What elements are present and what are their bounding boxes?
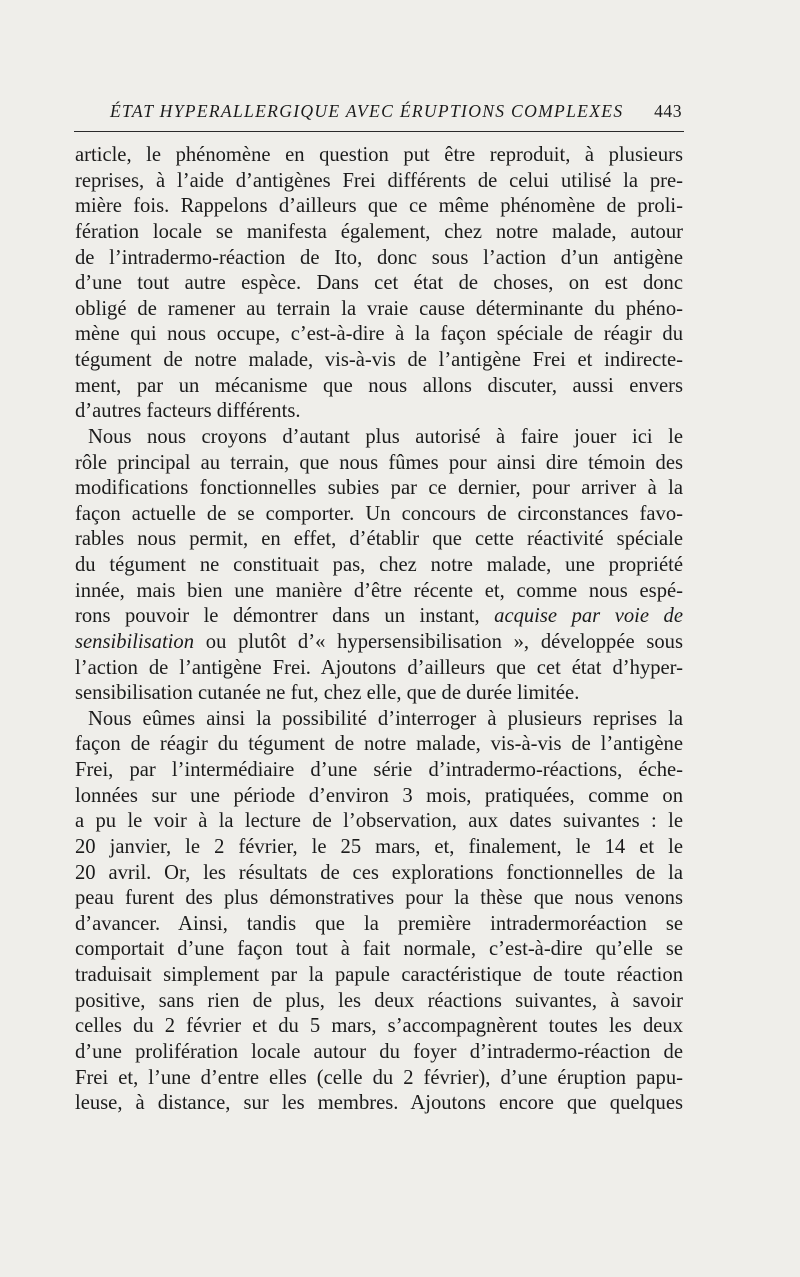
text-line: ment, par un mécanisme que nous allons discuter, aussi envers — [75, 374, 683, 397]
text-segment: rons pouvoir le démontrer dans un instant, — [75, 605, 480, 628]
running-head — [72, 98, 684, 124]
text-line: fération locale se manifesta également, chez notre malade, autour — [75, 220, 683, 243]
text-line: d’autres facteurs différents. — [75, 400, 301, 423]
text-line: modifications fonctionnelles subies par ce dernier, pour arriver à la — [75, 477, 683, 500]
text-line: sensibilisation cutanée ne fut, chez elle, que de durée limitée. — [75, 682, 580, 705]
text-line: de l’intradermo-réaction de Ito, donc sous l’action d’un antigène — [75, 246, 683, 269]
text-line: l’action de l’antigène Frei. Ajoutons d’ailleurs que cet état d’hyper- — [75, 656, 683, 679]
header-rule — [74, 131, 684, 132]
italic-phrase: acquise par voie de — [494, 605, 683, 628]
text-line: rables nous permit, en effet, d’établir que cette réactivité spéciale — [75, 528, 683, 551]
paragraph — [75, 707, 683, 1117]
text-line: a pu le voir à la lecture de l’observation, aux dates suivantes : le — [75, 810, 683, 833]
text-line: du tégument ne constituait pas, chez notre malade, une propriété — [75, 554, 683, 576]
text-line: Frei et, l’une d’entre elles (celle du 2 février), d’une éruption papu- — [75, 1066, 683, 1089]
text-line: d’une prolifération locale autour du foyer d’intradermo-réaction de — [75, 1040, 683, 1063]
paragraph — [75, 425, 683, 707]
text-line: celles du 2 février et du 5 mars, s’accompagnèrent toutes les deux — [75, 1015, 683, 1038]
text-line: rôle principal au terrain, que nous fûmes pour ainsi dire témoin des — [75, 451, 683, 474]
text-line: leuse, à distance, sur les membres. Ajoutons encore que quelques — [75, 1092, 683, 1115]
paragraph — [75, 143, 683, 425]
text-line: lonnées sur une période d’environ 3 mois, pratiquées, comme on — [75, 784, 683, 807]
text-line: Frei, par l’intermédiaire d’une série d’intradermo-réactions, éche- — [75, 759, 683, 781]
text-line: innée, mais bien une manière d’être récente et, comme nous espé- — [75, 579, 683, 602]
text-line: mière fois. Rappelons d’ailleurs que ce même phénomène de proli- — [75, 195, 683, 218]
text-line: reprises, à l’aide d’antigènes Frei différents de celui utilisé la pre- — [75, 169, 683, 192]
text-line: d’avancer. Ainsi, tandis que la première intradermoréaction se — [75, 912, 683, 935]
text-line: Nous nous croyons d’autant plus autorisé à faire jouer ici le — [88, 425, 683, 448]
text-line: 20 avril. Or, les résultats de ces explorations fonctionnelles de la — [75, 861, 683, 884]
text-line — [75, 630, 683, 656]
text-line: comportait d’une façon tout à fait normale, c’est-à-dire qu’elle se — [75, 938, 683, 961]
text-line: tégument de notre malade, vis-à-vis de l’antigène Frei et indirecte- — [75, 349, 683, 371]
text-line: traduisait simplement par la papule caractéristique de toute réaction — [75, 964, 683, 986]
text-line: Nous eûmes ainsi la possibilité d’interroger à plusieurs reprises la — [88, 707, 683, 730]
body-text — [75, 143, 683, 1117]
text-line: façon de réagir du tégument de notre malade, vis-à-vis de l’antigène — [75, 733, 683, 756]
text-line: peau furent des plus démonstratives pour la thèse que nous venons — [75, 887, 683, 910]
text-line: mène qui nous occupe, c’est-à-dire à la façon spéciale de réagir du — [75, 323, 683, 346]
running-title: ÉTAT HYPERALLERGIQUE AVEC ÉRUPTIONS COMPLEXES — [110, 101, 624, 121]
text-line — [75, 604, 683, 630]
page-number: 443 — [654, 101, 682, 121]
text-segment: ou plutôt d’« hypersensibilisation », développée sous — [205, 630, 683, 653]
text-line: obligé de ramener au terrain la vraie cause déterminante du phéno- — [75, 297, 683, 320]
text-line: façon actuelle de se comporter. Un concours de circonstances favo- — [75, 502, 683, 525]
text-line: 20 janvier, le 2 février, le 25 mars, et, finalement, le 14 et le — [75, 835, 683, 858]
text-line: article, le phénomène en question put être reproduit, à plusieurs — [75, 144, 683, 166]
text-line: positive, sans rien de plus, les deux réactions suivantes, à savoir — [75, 989, 683, 1012]
text-line: d’une tout autre espèce. Dans cet état de choses, on est donc — [75, 272, 683, 295]
italic-phrase: sensibilisation — [75, 630, 194, 653]
